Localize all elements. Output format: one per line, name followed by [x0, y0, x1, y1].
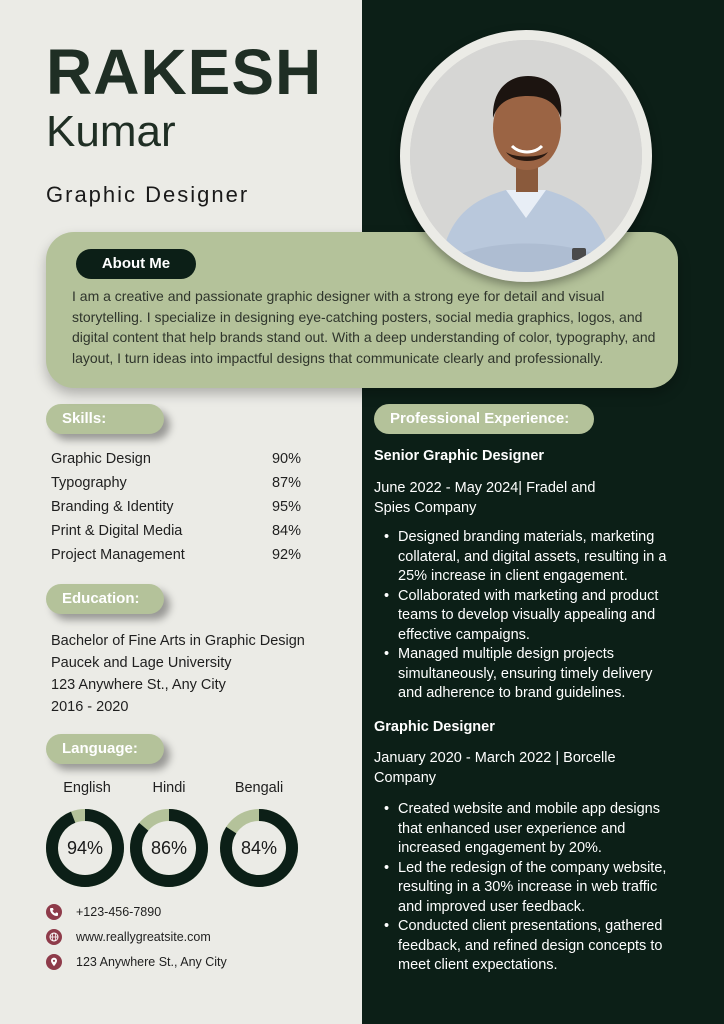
- skill-value: 87%: [271, 475, 301, 491]
- skill-name: Branding & Identity: [51, 499, 174, 515]
- about-heading: About Me: [76, 249, 196, 279]
- globe-icon: [46, 929, 62, 945]
- job-date-1: June 2022 - May 2024| Fradel and Spies Company: [374, 480, 596, 516]
- last-name: Kumar: [46, 107, 176, 156]
- skill-name: Print & Digital Media: [51, 523, 183, 539]
- education-school: Paucek and Lage University: [51, 655, 232, 671]
- phone-text: +123-456-7890: [76, 905, 162, 919]
- skill-row: [51, 449, 301, 473]
- language-name: English: [63, 780, 111, 796]
- language-donut: [219, 808, 299, 888]
- skill-value: 92%: [271, 547, 301, 563]
- skill-row: [51, 545, 301, 569]
- address-text: 123 Anywhere St., Any City: [76, 955, 227, 969]
- contact-website[interactable]: [46, 928, 211, 946]
- job-title-1: Senior Graphic Designer: [374, 448, 545, 464]
- job-title: Graphic Designer: [46, 182, 250, 207]
- donut-label: 84%: [240, 838, 278, 858]
- skill-row: [51, 521, 301, 545]
- skill-value: 84%: [271, 523, 301, 539]
- person-illustration: [410, 40, 642, 272]
- education-heading: Education:: [46, 584, 164, 614]
- education-degree: Bachelor of Fine Arts in Graphic Design: [51, 633, 305, 649]
- profile-photo: [410, 40, 642, 272]
- location-pin-icon: [46, 954, 62, 970]
- education-details: [51, 630, 341, 718]
- skill-row: [51, 473, 301, 497]
- job-date-2: January 2020 - March 2022 | Borcelle Company: [374, 750, 616, 786]
- skill-name: Graphic Design: [51, 451, 151, 467]
- job-bullet: • Collaborated with marketing and product teams to develop visually appealing and effective campaigns.: [374, 587, 674, 646]
- website-text: www.reallygreatsite.com: [76, 930, 211, 944]
- skill-row: [51, 497, 301, 521]
- skill-name: Project Management: [51, 547, 185, 563]
- phone-icon: [46, 904, 62, 920]
- education-address: 123 Anywhere St., Any City: [51, 677, 226, 693]
- skill-name: Typography: [51, 475, 127, 491]
- experience-heading: Professional Experience:: [374, 404, 594, 434]
- job-bullet: • Conducted client presentations, gathered feedback, and refined design concepts to meet client expectations.: [374, 917, 674, 976]
- contact-address: [46, 953, 227, 971]
- first-name: RAKESH: [46, 36, 323, 108]
- job-bullet: • Managed multiple design projects simultaneously, ensuring timely delivery and adherence to brand guidelines.: [374, 645, 674, 704]
- skill-value: 90%: [271, 451, 301, 467]
- contact-phone[interactable]: [46, 903, 161, 921]
- language-donut: [45, 808, 125, 888]
- about-text: I am a creative and passionate graphic designer with a strong eye for detail and visual storytelling. I specialize in designing eye-catching posters, social media graphics, logos, and digital content that help brands stand out. With a deep understanding of color, typography, and layout, I turn ideas into impactful designs that communicate clearly and professionally.: [72, 288, 656, 366]
- job-bullets-1: [374, 528, 674, 704]
- job-bullet: • Led the redesign of the company website, resulting in a 30% increase in web traffic and improved user feedback.: [374, 859, 674, 918]
- donut-label: 94%: [66, 838, 104, 858]
- job-bullet: • Created website and mobile app designs that enhanced user experience and increased engagement by 20%.: [374, 800, 674, 859]
- job-title-2: Graphic Designer: [374, 719, 495, 735]
- profile-photo-frame: [400, 30, 652, 282]
- job-bullets-2: [374, 800, 674, 976]
- language-name: Bengali: [234, 780, 284, 796]
- language-name: Hindi: [152, 780, 186, 796]
- language-heading: Language:: [46, 734, 164, 764]
- job-bullet: • Designed branding materials, marketing collateral, and digital assets, resulting in a 25% increase in client engagement.: [374, 528, 674, 587]
- donut-label: 86%: [150, 838, 188, 858]
- skills-heading: Skills:: [46, 404, 164, 434]
- skills-list: [51, 449, 301, 569]
- language-donut: [129, 808, 209, 888]
- skill-value: 95%: [271, 499, 301, 515]
- education-years: 2016 - 2020: [51, 699, 129, 715]
